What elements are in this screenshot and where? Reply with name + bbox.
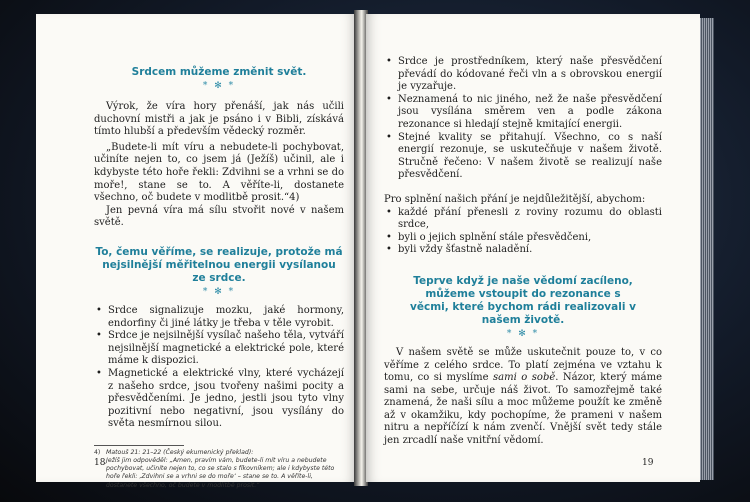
list-item: • Srdce je prostředníkem, který naše přesvědčení převádí do kódované řeči vln a s obrovskou energií je vyzařuje. (384, 56, 662, 94)
page-number-right: 19 (642, 458, 654, 468)
ornament-1: * ✻ * (202, 81, 236, 91)
footnote-reference: Matouš 21: 21–22 (Český ekumenický překlad): (106, 448, 254, 456)
section-heading-3: Teprve když je naše vědomí zacíleno, můžeme vstoupit do rezonance s věcmi, které bychom rádi realizovali v našem životě. (410, 274, 636, 326)
bullet-list-top (384, 56, 662, 182)
paragraph-intro: Výrok, že víra hory přenáší, jak nás učili duchovní mistři a jak je psáno i v Bibli, získává tímto hlubší a především vědecký rozměr. (94, 101, 344, 138)
list-item: • Magnetické a elektrické vlny, které vycházejí z našeho srdce, jsou tvořeny našimi pocity a přesvědčeními. Je jedno, jestli jsou tyto vlny pozitivní nebo negativní, jsou vysílány do světa nesmírnou silou. (94, 368, 344, 431)
list-item: • Neznamená to nic jiného, než že naše přesvědčení jsou vysílána směrem ven a podle zákona rezonance si hledají stejně kmitající energii. (384, 94, 662, 132)
right-page (366, 14, 700, 482)
list-item: • byli o jejich splnění stále přesvědčeni, (384, 232, 662, 245)
closing-text-start: V našem světě se může uskutečnit pouze to, v co věříme z celého srdce. To platí zejména ve vztahu k tomu, co si myslíme (384, 346, 662, 384)
footnote-number: 4) (94, 448, 101, 456)
bullet-list-wishes (384, 207, 662, 257)
bible-quote: „Budete-li mít víru a nebudete-li pochybovat, učiníte nejen to, co jsem já (Ježíš) učinil, ale i kdybyste této hoře řekli: Zdvihni se a vrhni se do moře!, stane se to. A věříte-li, dostanete všechno, oč budete v modlitbě prosit.“4) (94, 141, 344, 204)
list-item: • byli vždy šťastně naladění. (384, 244, 662, 257)
footnote-rule (94, 445, 184, 446)
footnote-text: Ježíš jim odpověděl: „Amen, pravím vám, budete-li mít víru a nebudete pochybovat, učiníte nejen to, co se stalo s fíkovníkem; ale i kdybyste této hoře řekli: ‚Zdvihni se a vrhni se do moře‘ – stane se to. A věříte-li, dostanete všechno, oč budete v modlitbě prosit.“ (106, 457, 335, 489)
section-heading-1: Srdcem můžeme změnit svět. (131, 66, 307, 78)
page-edges (700, 18, 714, 480)
list-item: • Srdce signalizuje mozku, jaké hormony, endorfiny či jiné látky je třeba v těle vyrobit. (94, 305, 344, 330)
paragraph-wishes-intro: Pro splnění našich přání je nejdůležitější, abychom: (384, 193, 646, 205)
list-item: • každé přání přenesli z roviny rozumu do oblasti srdce, (384, 207, 662, 232)
paragraph-faith: Jen pevná víra má sílu stvořit nové v našem světě. (94, 204, 344, 229)
closing-text-end: . Názor, který máme sami na sebe, určuje náš život. To samozřejmě také znamená, že naši sílu a moc můžeme použít ke změně až v okamžiku, kdy pochopíme, že prameni v našem nitru a nepříčízí k nám zvenčí. Vnější svět tedy stále jen zrcadlí naše vnitřní vědomí. (384, 372, 662, 447)
closing-text-emphasis: sami o sobě (493, 372, 556, 384)
page-number-left: 18 (94, 458, 106, 468)
section-heading-2: To, čemu věříme, se realizuje, protože má nejsilnější měřitelnou energii vysílanou ze srdce. (95, 245, 343, 284)
left-page (36, 14, 356, 489)
list-item: • Stejné kvality se přitahují. Všechno, co s naší energií rezonuje, se uskutečňuje v našem životě. Stručně řečeno: V našem životě se realizují naše přesvědčení. (384, 132, 662, 182)
bullet-list-left (94, 305, 344, 431)
paragraph-closing (384, 347, 662, 448)
ornament-2: * ✻ * (202, 286, 236, 297)
list-item: • Srdce je nejsilnější vysílač našeho těla, vytváří nejsilnější magnetické a elektrické pole, které máme k dispozici. (94, 330, 344, 368)
ornament-3: * ✻ * (506, 328, 540, 339)
footnote (94, 449, 344, 490)
